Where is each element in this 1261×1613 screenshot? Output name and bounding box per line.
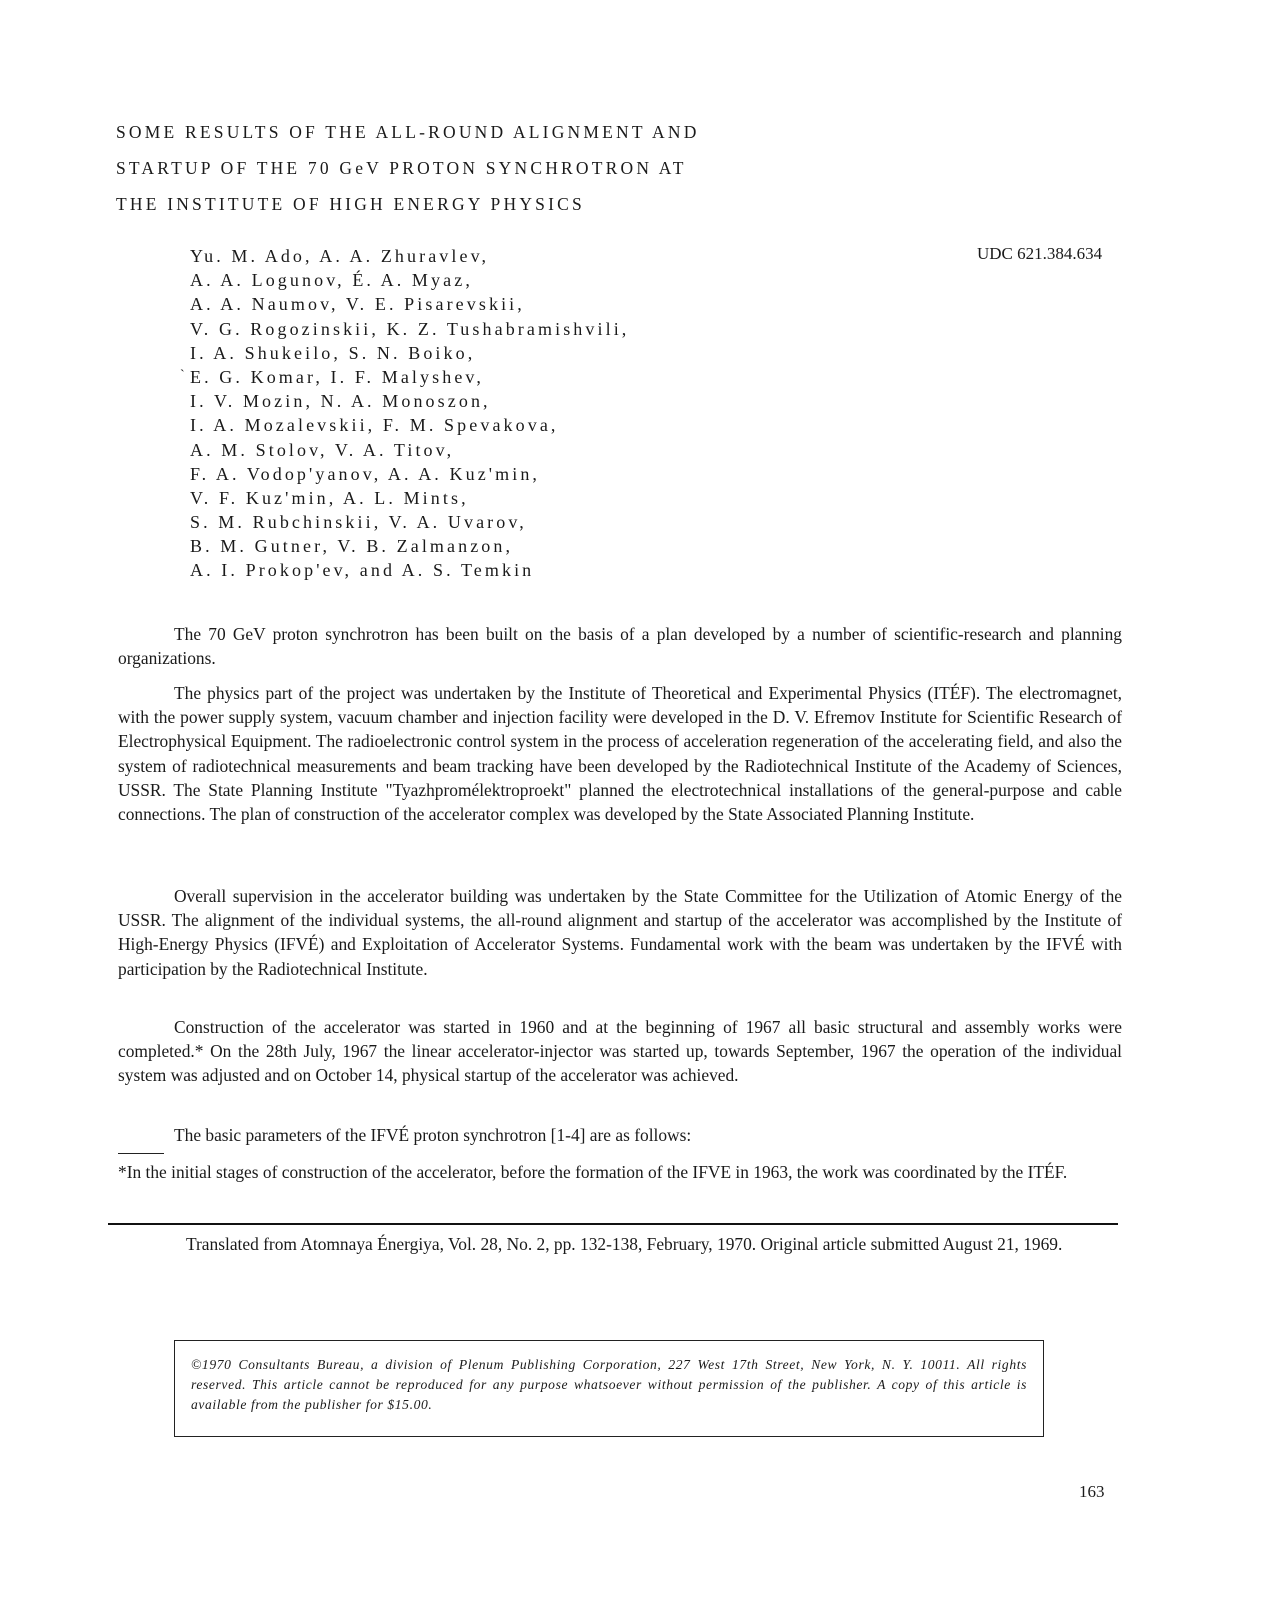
- author-line: I. A. Mozalevskii, F. M. Spevakova,: [190, 415, 559, 436]
- author-line: A. I. Prokop'ev, and A. S. Temkin: [190, 560, 535, 581]
- author-line: I. A. Shukeilo, S. N. Boiko,: [190, 342, 476, 363]
- title-line-2: STARTUP OF THE 70 GeV PROTON SYNCHROTRON AT: [116, 158, 687, 178]
- author-line: A. A. Naumov, V. E. Pisarevskii,: [190, 294, 525, 315]
- stray-mark: `: [180, 368, 185, 383]
- author-line: A. M. Stolov, V. A. Titov,: [190, 439, 455, 460]
- author-line: I. V. Mozin, N. A. Monoszon,: [190, 391, 491, 412]
- author-line: B. M. Gutner, V. B. Zalmanzon,: [190, 536, 514, 557]
- author-line: S. M. Rubchinskii, V. A. Uvarov,: [190, 512, 527, 533]
- title-line-1: SOME RESULTS OF THE ALL-ROUND ALIGNMENT AND: [116, 122, 700, 142]
- paragraph-construction: Construction of the accelerator was started in 1960 and at the beginning of 1967 all basic structural and assembly works were completed.* On the 28th July, 1967 the linear accelerator-injector was started up, towards September, 1967 the operation of the individual system was adjusted and on October 14, physical startup of the accelerator was achieved.: [118, 1017, 1122, 1086]
- udc-code: UDC 621.384.634: [977, 244, 1103, 263]
- paragraph-supervision: Overall supervision in the accelerator building was undertaken by the State Committee for the Utilization of Atomic Energy of the USSR. The alignment of the individual systems, the all-round alignment and startup of the accelerator was accomplished by the Institute of High-Energy Physics (IFVÉ) and Exploitation of Accelerator Systems. Fundamental work with the beam was undertaken by the IFVÉ with participation by the Radiotechnical Institute.: [118, 886, 1122, 979]
- paragraph-organizations: The physics part of the project was undertaken by the Institute of Theoretical and Experimental Physics (ITÉF). The electromagnet, with the power supply system, vacuum chamber and injection facility were developed in the D. V. Efremov Institute for Scientific Research of Electrophysical Equipment. The radioelectronic control system in the process of acceleration regeneration of the accelerating field, and also the system of radiotechnical measurements and beam tracking have been developed by the Radiotechnical Institute of the Academy of Sciences, USSR. The State Planning Institute "Tyazhpromélektroproekt" planned the electrotechnical installations of the general-purpose and cable connections. The plan of construction of the accelerator complex was developed by the State Associated Planning Institute.: [118, 683, 1122, 825]
- paragraph-parameters: The basic parameters of the IFVÉ proton synchrotron [1-4] are as follows:: [174, 1125, 692, 1145]
- paragraph-intro: The 70 GeV proton synchrotron has been built on the basis of a plan developed by a number of scientific-research and planning organizations.: [118, 624, 1122, 669]
- author-line: F. A. Vodop'yanov, A. A. Kuz'min,: [190, 463, 541, 484]
- footnote-divider: [118, 1153, 164, 1154]
- footnote: *In the initial stages of construction of the accelerator, before the formation of the IFVE in 1963, the work was coordinated by the ITÉF.: [118, 1162, 1068, 1182]
- translation-note: Translated from Atomnaya Énergiya, Vol. 28, No. 2, pp. 132-138, February, 1970. Original article submitted August 21, 1969.: [186, 1234, 1063, 1254]
- author-line: V. G. Rogozinskii, K. Z. Tushabramishvili,: [190, 318, 630, 339]
- title-line-3: THE INSTITUTE OF HIGH ENERGY PHYSICS: [116, 194, 585, 214]
- copyright-notice: ©1970 Consultants Bureau, a division of Plenum Publishing Corporation, 227 West 17th Street, New York, N. Y. 10011. All rights reserved. This article cannot be reproduced for any purpose whatsoever without permission of the publisher. A copy of this article is available from the publisher for $15.00.: [191, 1357, 1027, 1412]
- page-number: 163: [1079, 1482, 1105, 1501]
- copyright-box: [174, 1340, 1044, 1437]
- section-divider: [108, 1223, 1118, 1225]
- author-line: Yu. M. Ado, A. A. Zhuravlev,: [190, 246, 490, 266]
- author-list: [190, 244, 629, 583]
- author-line: A. A. Logunov, É. A. Myaz,: [190, 270, 473, 291]
- author-line: V. F. Kuz'min, A. L. Mints,: [190, 487, 469, 508]
- author-line: E. G. Komar, I. F. Malyshev,: [190, 366, 484, 387]
